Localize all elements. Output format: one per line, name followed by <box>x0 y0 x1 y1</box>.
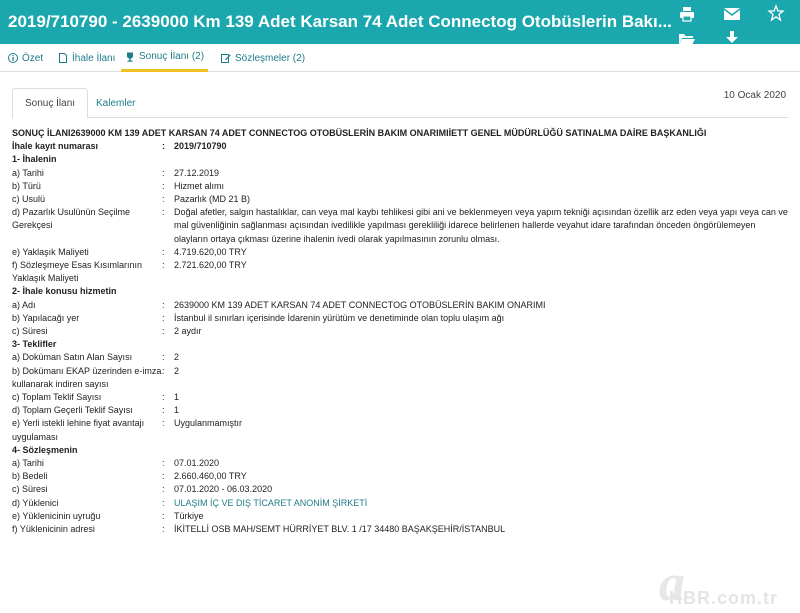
tab-label: Özet <box>22 52 44 64</box>
field-colon: : <box>162 194 165 205</box>
field-row <box>12 167 788 180</box>
kayit-row <box>12 140 788 153</box>
field-colon: : <box>162 365 165 376</box>
field-colon: : <box>162 524 165 535</box>
field-value: 2 <box>174 352 180 363</box>
field-row <box>12 259 788 285</box>
field-value: 2.660.460,00 TRY <box>174 471 247 482</box>
field-colon: : <box>162 299 165 310</box>
field-value: 07.01.2020 - 06.03.2020 <box>174 484 273 495</box>
field-label: d) Toplam Geçerli Teklif Sayısı <box>12 405 133 416</box>
page-title: 2019/710790 - 2639000 Km 139 Adet Karsan 74 Adet Connectog Otobüslerin Bakı... <box>8 12 672 31</box>
field-label: b) Bedeli <box>12 471 48 482</box>
field-label: d) Yüklenici <box>12 497 59 508</box>
edit-icon <box>221 53 231 63</box>
section-heading: 3- Teklifler <box>12 339 57 350</box>
field-label: e) Yüklenicinin uyruğu <box>12 510 101 521</box>
field-colon: : <box>162 246 165 257</box>
field-row <box>12 483 788 496</box>
field-colon: : <box>162 180 165 191</box>
field-colon: : <box>162 326 165 337</box>
tab-label: Sonuç İlanı (2) <box>139 51 205 62</box>
field-label: a) Tarihi <box>12 167 44 178</box>
field-row <box>12 510 788 523</box>
field-row <box>12 365 788 391</box>
field-value: Türkiye <box>174 510 204 521</box>
star-icon[interactable] <box>765 4 787 22</box>
watermark-letter: a <box>659 555 685 612</box>
field-value: 1 <box>174 392 180 403</box>
field-colon: : <box>162 352 165 363</box>
field-row <box>12 391 788 404</box>
sub-tabs <box>12 88 788 118</box>
field-label: b) Türü <box>12 180 41 191</box>
field-value: 2 aydır <box>174 326 202 337</box>
field-label: a) Tarihi <box>12 458 44 469</box>
trophy-icon <box>125 52 135 62</box>
field-row <box>12 523 788 536</box>
field-colon: : <box>162 418 165 429</box>
field-colon: : <box>162 458 165 469</box>
field-value: İstanbul il sınırları içerisinde İdarenin yürütüm ve denetiminde olan toplu ulaşım ağı <box>174 312 505 323</box>
main-tabs <box>0 44 800 72</box>
field-value: 2639000 KM 139 ADET KARSAN 74 ADET CONNECTOG OTOBÜSLERİN BAKIM ONARIMI <box>174 299 546 310</box>
field-value: 27.12.2019 <box>174 167 220 178</box>
announcement-date: 10 Ocak 2020 <box>723 90 786 101</box>
document-icon <box>58 53 68 63</box>
field-row <box>12 193 788 206</box>
field-colon: : <box>162 312 165 323</box>
field-label: f) Sözleşmeye Esas Kısımlarının Yaklaşık Maliyeti <box>12 260 143 284</box>
field-value: 07.01.2020 <box>174 458 220 469</box>
subtab-kalemler[interactable]: Kalemler <box>96 98 136 109</box>
row-value: 2019/710790 <box>174 141 227 152</box>
field-label: e) Yerli istekli lehine fiyat avantajı uygulaması <box>12 418 145 442</box>
print-icon[interactable] <box>676 5 698 23</box>
field-label: e) Yaklaşık Maliyeti <box>12 246 89 257</box>
field-row <box>12 246 788 259</box>
section-1-rows <box>12 167 788 286</box>
field-row <box>12 325 788 338</box>
field-colon: : <box>162 471 165 482</box>
field-label: c) Süresi <box>12 484 48 495</box>
field-value: 4.719.620,00 TRY <box>174 246 247 257</box>
tab-ihale-ilani[interactable] <box>58 44 115 72</box>
field-value: Doğal afetler, salgın hastalıklar, can veya mal kaybı tehlikesi gibi ani ve beklenmeyen veya yapım tekniği açısından özellik arz eden veya yapı veya can ve mal güvenliğinin sağlanması açısından ivedilikle yapılması gerekliliği idarece belirlenen hallerde veyahut idare tarafından önceden öngörülemeyen olayların ortaya çıkması üzerine ihalenin ivedi olarak yapılmasının zorunlu olması. <box>174 207 788 244</box>
section-heading: 2- İhale konusu hizmetin <box>12 286 117 297</box>
field-colon: : <box>162 497 165 508</box>
tab-sonuc-ilani[interactable] <box>121 44 208 72</box>
field-label: d) Pazarlık Usulünün Seçilme Gerekçesi <box>12 207 131 231</box>
result-panel <box>0 72 800 612</box>
field-colon: : <box>162 167 165 178</box>
field-row <box>12 417 788 443</box>
subtab-sonuc-ilani[interactable]: Sonuç İlanı <box>12 88 88 119</box>
field-row <box>12 497 788 510</box>
field-row <box>12 312 788 325</box>
section-2-rows <box>12 299 788 339</box>
announcement-body <box>12 127 788 536</box>
field-row <box>12 404 788 417</box>
tab-ozet[interactable] <box>8 44 43 72</box>
field-row <box>12 351 788 364</box>
field-row <box>12 206 788 246</box>
tab-label: İhale İlanı <box>72 52 116 64</box>
watermark-text: HBR.com.tr <box>669 588 779 608</box>
contractor-link[interactable]: ULAŞIM İÇ VE DIŞ TİCARET ANONİM ŞİRKETİ <box>174 497 368 508</box>
field-label: a) Doküman Satın Alan Sayısı <box>12 352 133 363</box>
section-4-rows <box>12 457 788 536</box>
field-colon: : <box>162 510 165 521</box>
field-label: a) Adı <box>12 299 36 310</box>
field-colon: : <box>162 484 165 495</box>
field-value: 1 <box>174 405 180 416</box>
field-value: Pazarlık (MD 21 B) <box>174 194 251 205</box>
field-colon: : <box>162 260 165 271</box>
field-value: Uygulanmamıştır <box>174 418 243 429</box>
tab-label: Sözleşmeler (2) <box>235 52 306 64</box>
field-row <box>12 299 788 312</box>
field-value: 2 <box>174 365 180 376</box>
field-label: c) Usulü <box>12 194 46 205</box>
field-label: c) Süresi <box>12 326 48 337</box>
field-value: İKİTELLİ OSB MAH/SEMT HÜRRİYET BLV. 1 /17 34480 BAŞAKŞEHİR/İSTANBUL <box>174 524 506 535</box>
tab-sozlesmeler[interactable] <box>221 44 305 72</box>
announcement-heading: SONUÇ İLANI2639000 KM 139 ADET KARSAN 74 ADET CONNECTOG OTOBÜSLERİN BAKIM ONARIMIİETT GENEL MÜDÜRLÜĞÜ SATINALMA DAİRE BAŞKANLIĞI <box>12 128 707 138</box>
field-row <box>12 457 788 470</box>
section-3-rows <box>12 351 788 443</box>
row-label: İhale kayıt numarası <box>12 141 99 152</box>
section-heading: 4- Sözleşmenin <box>12 444 78 455</box>
field-colon: : <box>162 207 165 218</box>
field-label: b) Dokümanı EKAP üzerinden e-imza kullanarak indiren sayısı <box>12 365 162 389</box>
field-label: c) Toplam Teklif Sayısı <box>12 392 102 403</box>
field-value: Hizmet alımı <box>174 180 225 191</box>
field-label: f) Yüklenicinin adresi <box>12 524 95 535</box>
field-row <box>12 470 788 483</box>
field-label: b) Yapılacağı yer <box>12 312 80 323</box>
field-colon: : <box>162 392 165 403</box>
field-row <box>12 180 788 193</box>
mail-icon[interactable] <box>721 5 743 23</box>
field-colon: : <box>162 405 165 416</box>
info-icon <box>8 53 18 63</box>
field-value: 2.721.620,00 TRY <box>174 260 247 271</box>
section-heading: 1- İhalenin <box>12 154 57 165</box>
row-colon: : <box>162 141 165 152</box>
header-bar <box>0 0 800 44</box>
watermark-logo <box>655 552 795 612</box>
